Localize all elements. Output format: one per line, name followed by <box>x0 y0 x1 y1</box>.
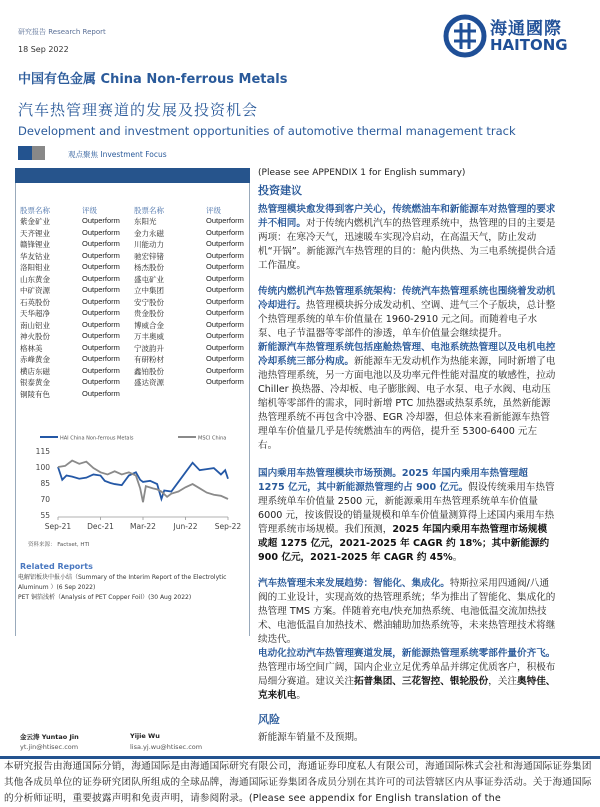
paragraph <box>258 203 556 273</box>
related-report-link[interactable]: PET 铜箔浅析（Analysis of PET Copper Foil）(30 Aug 2022) <box>18 594 192 601</box>
stock-name-cell: 驰宏锌锗 <box>134 251 164 261</box>
x-tick-label: Dec-21 <box>87 522 114 531</box>
sector-title: 中国有色金属 China Non-ferrous Metals <box>18 72 288 87</box>
stock-name-cell: 万丰奥威 <box>134 332 164 341</box>
report-type: 研究报告 Research Report <box>18 28 106 36</box>
legend-label: HAI China Non-ferrous Metals <box>60 435 134 442</box>
paragraph-text: 。 <box>296 690 306 701</box>
rating-cell: Outperform <box>206 296 244 306</box>
stock-name-cell: 中矿资源 <box>20 286 50 295</box>
rating-cell: Outperform <box>82 354 120 363</box>
stock-name-cell: 杨杰股份 <box>134 263 164 272</box>
author-name: 金云涛 Yuntao Jin <box>20 733 79 741</box>
paragraph-text: 热管理市场空间广阔，国内企业立足优秀单品并绑定优质客户，积极布局细分赛道。建议关注 <box>258 662 556 687</box>
rating-cell: Outperform <box>206 262 244 271</box>
rating-cell: Outperform <box>206 216 244 225</box>
rating-cell: Outperform <box>82 239 120 248</box>
report-title-zh: 汽车热管理赛道的发展及投资机会 <box>18 101 259 119</box>
paragraph-headline: 汽车热管理未来发展趋势：智能化、集成化。 <box>258 578 450 589</box>
y-tick-label: 100 <box>35 463 50 472</box>
paragraph-bold-text: 2025 年国内乘用车热管理市场规模或超 1275 亿元，2021-2025 年 CAGR 约 18%；其中新能源约 900 亿元，2021-2025 年 CAGR 约 45% <box>258 524 550 563</box>
report-title-en: Development and investment opportunities of automotive thermal management track <box>18 124 516 138</box>
paragraph-headline: 传统内燃机汽车热管理系统架构：传统汽车热管理系统也围绕着发动机冷却进行。 <box>258 286 556 311</box>
rating-cell: Outperform <box>82 319 120 329</box>
stock-name-cell: 天齐锂业 <box>20 228 50 238</box>
paragraph-text: 对于传统内燃机汽车的热管理系统中，热管理的目的主要是两项：在寒冷天气，迅速暖车实现冷启动，在高温天气，防止发动机“开锅”。新能源汽车热管理的目的：舱内供热、为三电系统提供合适工作温度。 <box>258 218 556 271</box>
paragraph-text: 。 <box>452 552 463 563</box>
column-header: 股票名称 <box>20 206 50 215</box>
rating-cell: Outperform <box>206 342 244 352</box>
disclaimer: 本研究报告由海通国际分销，海通国际是由海通国际研究有限公司，海通证券印度私人有限公司，海通国际株式会社和海通国际证券集团其他各成员单位的证券研究团队所组成的全球品牌，海通国际证券集团各成员分别在其许可的司法管辖区内从事证券活动。关于海通国际的分析师证明，重要披露声明和免责声明，请参阅附录。(Please see appendix for English translation of the <box>4 761 592 804</box>
author-name: Yijie Wu <box>130 732 160 740</box>
paragraph-text: 热管理模块拆分成发动机、空调、进气三个子版块，总计整个热管理系统的单车价值量在 1960-2910 元之间。而随着电子水泵、电子节温器等零部件的渗透，单车价值量会继续提升。 <box>258 300 556 339</box>
paragraph-text: 特斯拉采用四通阀/八通阀的工业设计，实现高效的热管理系统；华为推出了智能化、集成化的热管理 TMS 方案。伴随着充电/快充加热系统、电池低温交流加热技术、电池低温自加热技术、燃油辅助加热系统等，未来热管理技术将继续迭代。 <box>258 578 556 645</box>
stock-name-cell: 宁波韵升 <box>134 343 164 353</box>
rating-cell: Outperform <box>82 388 120 398</box>
focus-marker-icon <box>32 146 45 160</box>
author-email[interactable]: yt.jin@htisec.com <box>20 743 79 751</box>
x-tick-label: Sep-22 <box>214 522 242 531</box>
rating-cell: Outperform <box>206 331 244 340</box>
rating-cell: Outperform <box>82 273 120 283</box>
rating-cell: Outperform <box>206 354 244 363</box>
risk-text: 新能源车销量不及预期。 <box>258 732 364 743</box>
investment-focus-label: 观点聚焦 Investment Focus <box>68 150 167 159</box>
rating-cell: Outperform <box>206 319 244 329</box>
rating-cell: Outperform <box>206 377 244 386</box>
stock-name-cell: 贵金股份 <box>134 309 164 318</box>
stock-name-cell: 安宁股份 <box>134 297 164 307</box>
stock-name-cell: 格林美 <box>20 343 43 353</box>
section-heading: 投资建议 <box>258 184 302 197</box>
x-tick-label: Mar-22 <box>130 522 156 531</box>
stock-name-cell: 华友钴业 <box>20 251 50 261</box>
y-tick-label: 70 <box>40 495 50 504</box>
stock-name-cell: 川能动力 <box>134 240 164 249</box>
paragraph-text: 假设传统乘用车热管理系统单车价值量 2500 元，新能源乘用车热管理系统单车价值量 6000 元，按该假设的销量规模和单车价值量测算得上述国内乘用车热管理系统市场规模。我们预测， <box>258 482 555 535</box>
stock-name-cell: 赣锋锂业 <box>20 240 50 249</box>
logo-text-zh: 海通國際 <box>490 19 562 39</box>
sidebar-header-bar <box>15 168 250 183</box>
rating-cell: Outperform <box>82 262 120 271</box>
y-tick-label: 55 <box>40 511 50 520</box>
column-header: 评级 <box>206 206 221 215</box>
focus-marker-icon <box>18 146 32 160</box>
rating-cell: Outperform <box>206 227 244 237</box>
price-chart <box>18 425 248 540</box>
main-content <box>258 166 556 745</box>
stock-name-cell: 山东黄金 <box>20 274 50 284</box>
rating-cell: Outperform <box>82 227 120 237</box>
paragraph-headline: 新能源汽车热管理系统包括座舱热管理、电池系统热管理以及电机电控冷却系统三部分构成。 <box>258 342 556 367</box>
paragraph <box>258 467 556 565</box>
y-tick-label: 85 <box>40 479 50 488</box>
y-tick-label: 115 <box>35 447 50 456</box>
report-date: 18 Sep 2022 <box>18 45 69 54</box>
rating-cell: Outperform <box>206 239 244 248</box>
haitong-logo-icon <box>443 13 487 59</box>
paragraph <box>258 577 556 647</box>
paragraph <box>258 647 556 703</box>
related-reports-heading: Related Reports <box>20 562 93 571</box>
section-heading: 风险 <box>258 713 280 726</box>
stock-name-cell: 金力永磁 <box>134 228 164 238</box>
paragraph-headline: 热管理模块愈发得到客户关心，传统燃油车和新能源车对热管理的要求并不相同。 <box>258 204 556 229</box>
rating-cell: Outperform <box>82 296 120 306</box>
stock-name-cell: 铜陵有色 <box>20 389 50 399</box>
rating-cell: Outperform <box>82 342 120 352</box>
stock-name-cell: 洛阳钼业 <box>20 263 50 272</box>
stock-name-cell: 天华超净 <box>20 309 50 318</box>
rating-cell: Outperform <box>82 216 120 225</box>
rating-cell: Outperform <box>206 273 244 283</box>
stock-name-cell: 紫金矿业 <box>20 217 50 226</box>
legend-label: MSCI China <box>198 435 227 442</box>
stock-name-cell: 神火股份 <box>20 332 50 341</box>
paragraph <box>258 341 556 453</box>
paragraph-text: ，关注 <box>488 676 518 687</box>
appendix-note: (Please see APPENDIX 1 for English summary) <box>258 168 466 178</box>
rating-cell: Outperform <box>82 308 120 317</box>
x-tick-label: Jun-22 <box>173 522 198 531</box>
paragraph-text: 新能源车无发动机作为热能来源，同时新增了电池热管理系统，另一方面电池以及功率元件性能对温度的敏感性，拉动 Chiller 换热器、冷却板、电子膨胀阀、电子水泵、电子水阀、电动压缩机等零部件的需求，同时新增 PTC 加热器或热泵系统，虽然新能源热管理系统不再包含中冷器、EGR 冷却器，但总体来看新能源车热管理单车价值量几乎是传统燃油车的两倍，提升至 5300-6400 元左右。 <box>258 356 556 451</box>
paragraph-headline: 电动化拉动汽车热管理赛道发展，新能源热管理系统零部件量价齐飞。 <box>258 648 556 659</box>
stock-name-cell: 有研粉材 <box>134 355 164 364</box>
stock-name-cell: 赤峰黄金 <box>20 355 50 364</box>
chart-source: 资料来源： Factset, HTI <box>28 542 90 548</box>
stock-name-cell: 银泰黄金 <box>20 378 50 387</box>
series-line <box>58 463 228 499</box>
stock-name-cell: 南山铝业 <box>20 320 50 330</box>
rating-cell: Outperform <box>206 285 244 294</box>
rating-cell: Outperform <box>82 331 120 340</box>
rating-cell: Outperform <box>82 285 120 294</box>
stock-name-cell: 鑫铂股份 <box>134 366 164 376</box>
rating-cell: Outperform <box>82 365 120 375</box>
related-reports-list <box>18 573 246 604</box>
stock-name-cell: 东阳光 <box>134 217 157 226</box>
stock-name-cell: 石英股份 <box>20 297 50 307</box>
stock-name-cell: 盛屯矿业 <box>134 274 164 284</box>
x-tick-label: Sep-21 <box>44 522 72 531</box>
stock-name-cell: 立中集团 <box>134 286 164 295</box>
rating-cell: Outperform <box>206 365 244 375</box>
paragraph <box>258 285 556 341</box>
column-header: 股票名称 <box>134 206 164 215</box>
rating-cell: Outperform <box>206 250 244 260</box>
rating-cell: Outperform <box>82 377 120 386</box>
logo-text-en: HAITONG <box>490 36 568 54</box>
rating-cell: Outperform <box>206 308 244 317</box>
stock-name-cell: 横店东磁 <box>20 366 50 376</box>
stock-name-cell: 盛达资源 <box>134 378 164 387</box>
watched-stocks: 奥特佳、克来机电 <box>258 676 556 701</box>
recommended-stocks: 拓普集团、三花智控、银轮股份 <box>353 676 489 687</box>
stock-name-cell: 博威合金 <box>134 320 164 330</box>
column-header: 评级 <box>82 206 97 215</box>
rating-cell: Outperform <box>82 250 120 260</box>
author-email[interactable]: lisa.yj.wu@htisec.com <box>130 743 203 751</box>
paragraph-headline: 国内乘用车热管理模块市场预测。2025 年国内乘用车热管理超 1275 亿元，其中新能源热管理约占 900 亿元。 <box>258 468 528 493</box>
related-report-link[interactable]: 电解铝板块中报小结（Summary of the Interim Report of the Electrolytic Aluminum ）(6 Sep 2022) <box>18 574 227 591</box>
